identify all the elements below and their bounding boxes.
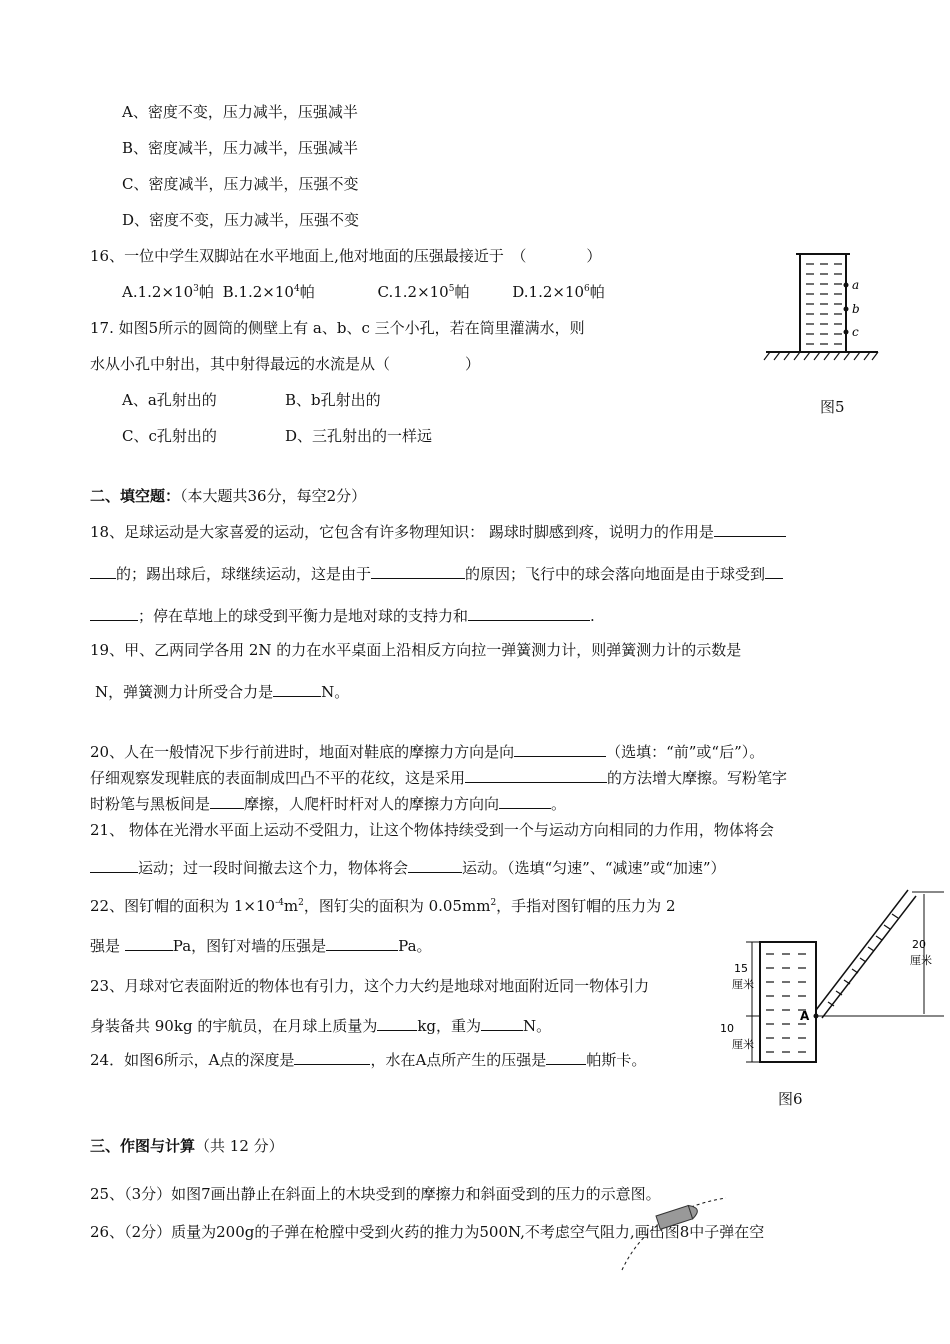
q18-line2: 的；踢出球后，球继续运动，这是由于 的原因；飞行中的球会落向地面是由于球受到 — [90, 564, 783, 584]
q20-line1: 20、人在一般情况下步行前进时，地面对鞋底的摩擦力方向是向 （选填：“前”或“后”）。 — [90, 743, 765, 761]
q17-option-b: B、b孔射出的 — [285, 391, 381, 409]
blank — [408, 858, 462, 873]
blank — [294, 1050, 370, 1065]
dim-15-unit: 厘米 — [732, 978, 754, 991]
dim-15-value: 15 — [734, 962, 748, 975]
q22-line2: 强是 Pa，图钉对墙的压强是 Pa。 — [90, 937, 432, 955]
figure-6-caption: 图6 — [778, 1090, 803, 1108]
q20-line3: 时粉笔与黑板间是 摩擦，人爬杆时杆对人的摩擦力方向向 。 — [90, 795, 567, 813]
q24-line1: 24．如图6所示，A点的深度是 ，水在A点所产生的压强是 帕斯卡。 — [90, 1051, 647, 1069]
q19-line2: N，弹簧测力计所受合力是 N。 — [95, 683, 350, 701]
dim-10-value: 10 — [720, 1022, 734, 1035]
section-2-heading: 二、填空题：（本大题共36分，每空2分） — [90, 487, 367, 505]
blank — [468, 606, 590, 621]
point-a-label: A — [800, 1009, 810, 1023]
hole-a-label: a — [852, 278, 860, 292]
q16-option-d: $D.1.2\times 10^6$帕 — [512, 283, 605, 301]
hole-a-dot — [844, 283, 849, 288]
hole-c-label: c — [852, 325, 859, 339]
blank — [90, 564, 116, 579]
q23-line2: 身装备共 90kg 的宇航员，在月球上质量为 kg，重为 N。 — [90, 1017, 552, 1035]
blank — [273, 682, 321, 697]
q22-line1: 22、图钉帽的面积为 $1\times 10^{-4}m^2$，图钉尖的面积为 $0.05mm^2$，手指对图钉帽的压力为 2 — [90, 897, 676, 915]
blank — [499, 794, 551, 809]
q15-option-d: D、密度不变，压力减半，压强不变 — [122, 211, 360, 229]
q18-line1: 18、足球运动是大家喜爱的运动，它包含有许多物理知识： 踢球时脚感到疼，说明力的作用是 — [90, 522, 786, 542]
figure-8-bullet-path — [616, 1190, 746, 1274]
section-3-heading: 三、作图与计算（共 12 分） — [90, 1137, 284, 1155]
blank — [125, 936, 173, 951]
q17-option-d: D、三孔射出的一样远 — [285, 427, 433, 445]
q17-option-c: C、c孔射出的 — [122, 427, 217, 445]
blank — [546, 1050, 586, 1065]
q16-option-a: $A.1.2\times 10^3$帕 — [122, 283, 214, 301]
q16-stem: 16、一位中学生双脚站在水平地面上,他对地面的压强最接近于 （ ） — [90, 247, 602, 265]
q17-line2: 水从小孔中射出，其中射得最远的水流是从（ ） — [90, 355, 481, 373]
dim-20-value: 20 — [912, 938, 926, 951]
dim-10-unit: 厘米 — [732, 1038, 754, 1051]
figure-6-container — [712, 884, 948, 1074]
blank — [371, 564, 465, 579]
q23-line1: 23、月球对它表面附近的物体也有引力，这个力大约是地球对地面附近同一物体引力 — [90, 977, 650, 995]
blank — [377, 1016, 417, 1031]
q18-line3: ；停在草地上的球受到平衡力是地对球的支持力和 . — [90, 606, 595, 626]
blank — [210, 794, 244, 809]
q16-option-b: $B.1.2\times 10^4$帕 — [222, 283, 315, 301]
hole-b-label: b — [852, 302, 860, 316]
blank — [326, 936, 398, 951]
q21-line1: 21、 物体在光滑水平面上运动不受阻力，让这个物体持续受到一个与运动方向相同的力作用，物体将会 — [90, 821, 774, 839]
figure-5-caption: 图5 — [820, 398, 845, 416]
blank — [514, 742, 606, 757]
q26-line1: 26、（2分）质量为200g的子弹在枪膛中受到火药的推力为500N,不考虑空气阻力,画出图8中子弹在空 — [90, 1223, 765, 1241]
blank — [465, 768, 607, 783]
blank — [90, 858, 138, 873]
q17-option-a: A、a孔射出的 — [122, 391, 217, 409]
q19-line1: 19、甲、乙两同学各用 2N 的力在水平桌面上沿相反方向拉一弹簧测力计，则弹簧测力计的示数是 — [90, 641, 742, 659]
blank — [765, 564, 783, 579]
blank — [90, 606, 138, 621]
q15-option-a: A、密度不变，压力减半，压强减半 — [122, 103, 358, 121]
q21-line2: 运动；过一段时间撤去这个力，物体将会 运动。（选填“匀速”、“减速”或“加速”） — [90, 858, 726, 878]
hole-b-dot — [844, 307, 849, 312]
hole-c-dot — [844, 330, 849, 335]
q25-line1: 25、（3分）如图7画出静止在斜面上的木块受到的摩擦力和斜面受到的压力的示意图。 — [90, 1185, 661, 1203]
bullet-icon — [656, 1203, 699, 1229]
blank — [714, 522, 786, 537]
q17-line1: 17. 如图5所示的圆筒的侧壁上有 a、b、c 三个小孔，若在筒里灌满水，则 — [90, 319, 585, 337]
q15-option-b: B、密度减半，压力减半，压强减半 — [122, 139, 359, 157]
blank — [481, 1016, 523, 1031]
dim-20-unit: 厘米 — [910, 954, 932, 967]
q16-options — [122, 282, 605, 302]
figure-5-cylinder — [760, 248, 885, 373]
q16-option-c: $C.1.2\times 10^5$帕 — [377, 283, 470, 301]
q20-line2: 仔细观察发现鞋底的表面制成凹凸不平的花纹，这是采用 的方法增大摩擦。写粉笔字 — [90, 769, 788, 787]
q15-option-c: C、密度减半，压力减半，压强不变 — [122, 175, 359, 193]
